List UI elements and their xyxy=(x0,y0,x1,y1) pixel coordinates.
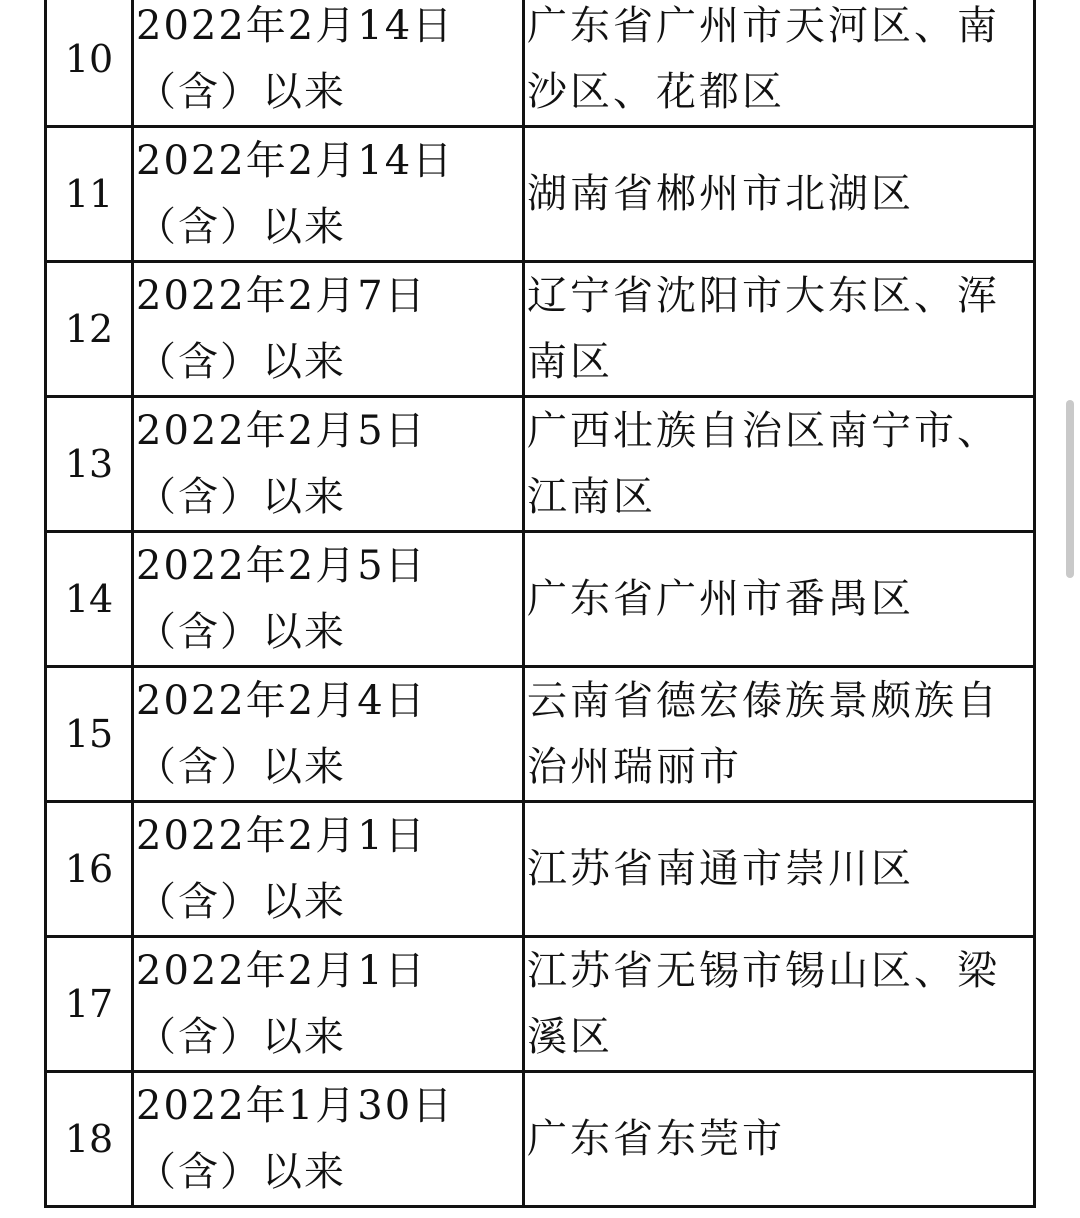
row-number-cell xyxy=(46,262,133,397)
area-text: 江苏省无锡市锡山区、梁溪区 xyxy=(527,948,1000,1060)
row-number-cell xyxy=(46,532,133,667)
row-number-cell xyxy=(46,937,133,1072)
table-row xyxy=(46,0,1035,127)
area-text: 江苏省南通市崇川区 xyxy=(527,846,914,892)
date-cell xyxy=(133,667,524,802)
date-cell xyxy=(133,0,524,127)
row-number: 11 xyxy=(64,172,114,216)
date-text: 2022年2月1日（含）以来 xyxy=(136,948,427,1060)
table-row xyxy=(46,532,1035,667)
table-row xyxy=(46,802,1035,937)
area-cell xyxy=(524,0,1035,127)
area-cell xyxy=(524,802,1035,937)
date-cell xyxy=(133,802,524,937)
date-text: 2022年2月5日（含）以来 xyxy=(136,543,427,655)
row-number: 14 xyxy=(64,577,114,621)
date-text: 2022年2月14日（含）以来 xyxy=(136,3,455,115)
date-cell xyxy=(133,127,524,262)
row-number-cell xyxy=(46,802,133,937)
date-cell xyxy=(133,1072,524,1207)
table-row xyxy=(46,127,1035,262)
risk-area-table xyxy=(44,0,1036,1208)
date-text: 2022年2月4日（含）以来 xyxy=(136,678,427,790)
area-cell xyxy=(524,397,1035,532)
area-text: 辽宁省沈阳市大东区、浑南区 xyxy=(527,273,1000,385)
row-number-cell xyxy=(46,397,133,532)
row-number: 15 xyxy=(64,712,114,756)
table-row xyxy=(46,1072,1035,1207)
date-text: 2022年1月30日（含）以来 xyxy=(136,1083,455,1195)
area-text: 湖南省郴州市北湖区 xyxy=(527,171,914,217)
row-number: 10 xyxy=(64,37,114,81)
date-cell xyxy=(133,937,524,1072)
date-cell xyxy=(133,262,524,397)
row-number: 18 xyxy=(64,1117,114,1161)
table-row xyxy=(46,937,1035,1072)
row-number: 16 xyxy=(64,847,114,891)
table-row xyxy=(46,262,1035,397)
date-text: 2022年2月1日（含）以来 xyxy=(136,813,427,925)
area-text: 广西壮族自治区南宁市、江南区 xyxy=(527,408,1000,520)
date-cell xyxy=(133,532,524,667)
area-text: 云南省德宏傣族景颇族自治州瑞丽市 xyxy=(527,678,1000,790)
area-cell xyxy=(524,937,1035,1072)
row-number-cell xyxy=(46,127,133,262)
table-row xyxy=(46,667,1035,802)
area-text: 广东省广州市天河区、南沙区、花都区 xyxy=(527,3,1000,115)
date-text: 2022年2月7日（含）以来 xyxy=(136,273,427,385)
row-number: 17 xyxy=(64,982,114,1026)
area-cell xyxy=(524,667,1035,802)
date-cell xyxy=(133,397,524,532)
row-number: 12 xyxy=(64,307,114,351)
row-number: 13 xyxy=(64,442,114,486)
vertical-scrollbar[interactable] xyxy=(1066,400,1074,578)
row-number-cell xyxy=(46,667,133,802)
date-text: 2022年2月14日（含）以来 xyxy=(136,138,455,250)
risk-area-table-container xyxy=(44,0,1036,1208)
row-number-cell xyxy=(46,0,133,127)
row-number-cell xyxy=(46,1072,133,1207)
table-row xyxy=(46,397,1035,532)
area-cell xyxy=(524,532,1035,667)
date-text: 2022年2月5日（含）以来 xyxy=(136,408,427,520)
area-cell xyxy=(524,1072,1035,1207)
area-cell xyxy=(524,127,1035,262)
area-cell xyxy=(524,262,1035,397)
area-text: 广东省东莞市 xyxy=(527,1116,785,1162)
area-text: 广东省广州市番禺区 xyxy=(527,576,914,622)
